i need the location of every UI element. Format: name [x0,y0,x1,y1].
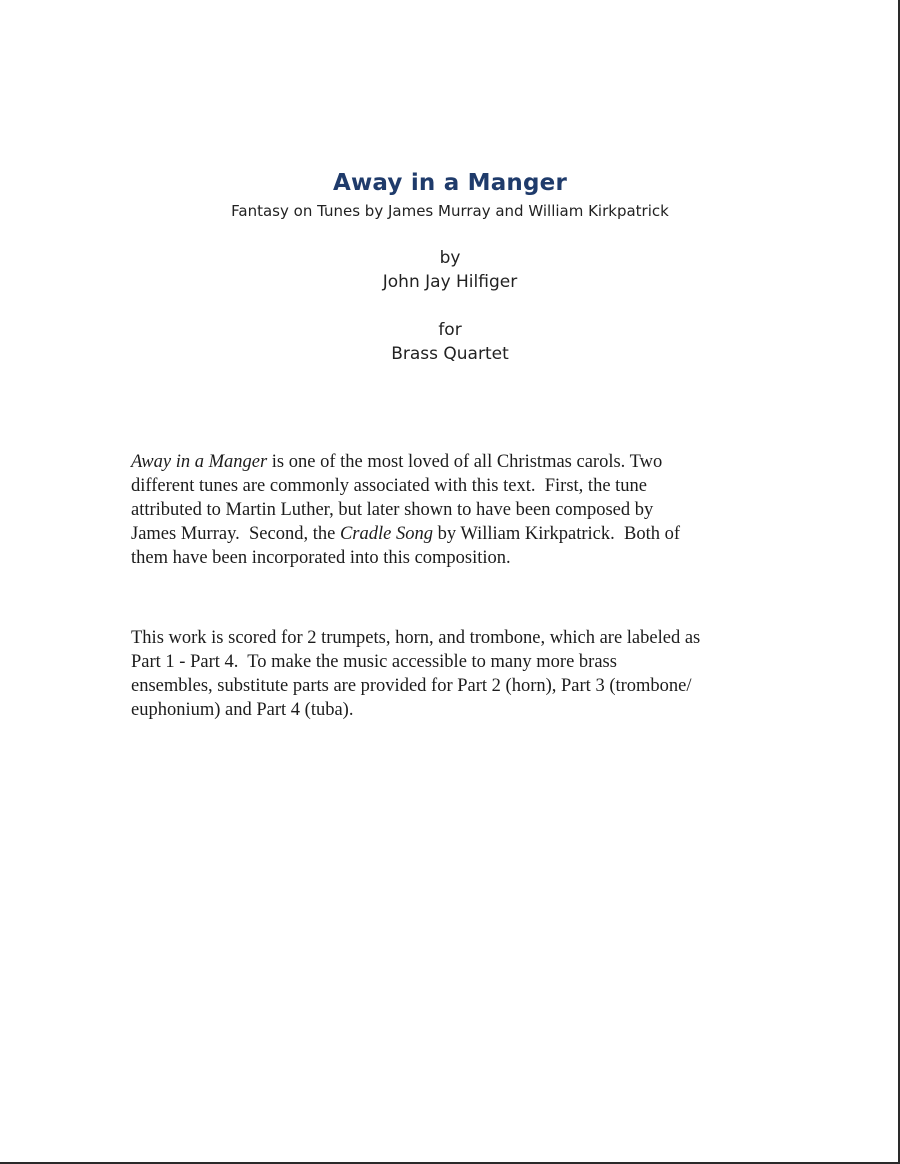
by-label: by [439,248,461,268]
scoring-line-1: This work is scored for 2 trumpets, horn, and trombone, which are labeled as [131,628,701,648]
composer-name: John Jay Hilfiger [382,272,518,292]
scoring-line-4: euphonium) and Part 4 (tuba). [131,700,354,720]
intro-paragraph [131,450,781,570]
intro-line-5: them have been incorporated into this composition. [131,548,511,568]
scoring-line-2: Part 1 - Part 4. To make the music accessible to many more brass [131,652,617,672]
intro-line-2: different tunes are commonly associated with this text. First, the tune [131,476,648,496]
for-label: for [438,320,462,340]
scoring-paragraph [131,626,781,722]
intro-line-1-text: is one of the most loved of all Christmas carols. Two [267,452,663,472]
cradle-song-italic: Cradle Song [339,524,433,544]
page-subtitle: Fantasy on Tunes by James Murray and William Kirkpatrick [231,202,669,220]
intro-line-3: attributed to Martin Luther, but later shown to have been composed by [131,500,654,520]
intro-line-1 [131,450,781,474]
intro-line-4-end: by William Kirkpatrick. Both of [432,524,681,544]
intro-line-4 [131,522,781,546]
page-title: Away in a Manger [332,170,568,196]
intro-title-italic: Away in a Manger [131,452,268,472]
intro-line-4-start: James Murray. Second, the [131,524,340,544]
ensemble-name: Brass Quartet [391,344,509,364]
scoring-line-3: ensembles, substitute parts are provided for Part 2 (horn), Part 3 (trombone/ [131,676,692,696]
